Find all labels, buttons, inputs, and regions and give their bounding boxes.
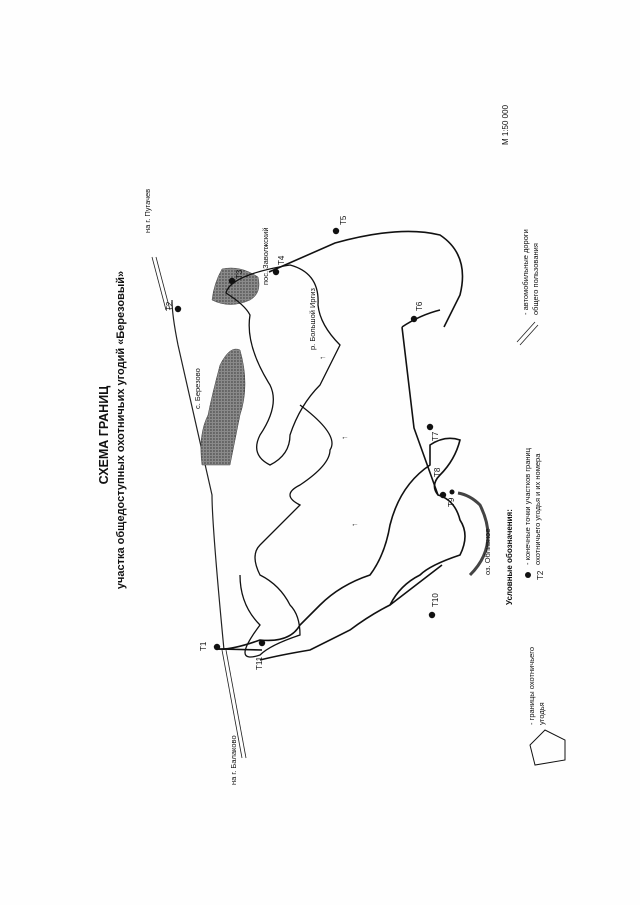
- hunting-ground-boundary: [218, 438, 465, 660]
- label-lake: оз. Обливное: [483, 528, 492, 575]
- road-main: [172, 300, 224, 650]
- flow-arrow-3: ↑: [350, 523, 359, 527]
- label-balakovo: на г. Балаково: [229, 735, 238, 785]
- legend-points-text1: - конечные точки участков границ: [523, 447, 532, 565]
- legend-point-sample: Т2: [536, 570, 545, 580]
- point-t9: [447, 490, 456, 508]
- legend-boundary-text2: угодья: [537, 702, 546, 725]
- settlement-berezovo: [201, 349, 245, 465]
- legend-point-symbol: [525, 572, 531, 578]
- legend-title: Условные обозначения:: [505, 509, 514, 605]
- flow-arrow-2: ↑: [340, 436, 349, 440]
- legend-road-symbol: [517, 322, 538, 345]
- svg-text:Т11: Т11: [255, 656, 264, 670]
- svg-text:Т1: Т1: [199, 641, 208, 651]
- legend-points-text2: охотничьего угодья и их номера: [533, 453, 542, 565]
- boundary-east: [218, 310, 442, 650]
- svg-text:Т9: Т9: [447, 497, 456, 507]
- rotated-map-group: [97, 104, 565, 785]
- point-t4: [273, 255, 286, 275]
- legend-roads-text2: общего пользования: [531, 243, 540, 315]
- svg-text:Т10: Т10: [431, 593, 440, 607]
- svg-text:Т3: Т3: [235, 269, 244, 279]
- legend-boundary-symbol: [530, 730, 565, 765]
- svg-text:Т8: Т8: [433, 467, 442, 477]
- flow-arrow-1: ↑: [318, 356, 327, 360]
- point-t2: [165, 301, 181, 312]
- svg-text:Т4: Т4: [277, 255, 286, 265]
- map-subtitle: участка общедоступных охотничьих угодий «Березовый»: [115, 270, 127, 590]
- svg-text:Т7: Т7: [431, 431, 440, 441]
- map-scale: М 1:50 000: [501, 104, 510, 145]
- svg-text:Т5: Т5: [339, 215, 348, 225]
- river-bolshoy-irgiz: [226, 265, 340, 657]
- label-berezovo: с. Березово: [193, 368, 202, 409]
- legend-boundary-text1: - границы охотничьего: [527, 646, 536, 725]
- point-t5: [333, 215, 348, 234]
- point-t10: [429, 593, 440, 619]
- label-river: р. Большой Иргиз: [308, 288, 317, 350]
- label-zavolzhsky: пос. Заволжский: [261, 227, 270, 285]
- map-title: СХЕМА ГРАНИЦ: [97, 385, 111, 485]
- svg-text:Т6: Т6: [415, 301, 424, 311]
- legend-roads-text1: - автомобильные дороги: [521, 229, 530, 315]
- point-t1: [199, 641, 220, 651]
- svg-text:Т2: Т2: [165, 301, 174, 311]
- point-t7: [427, 424, 440, 441]
- label-pugachev: на г. Пугачев: [143, 188, 152, 233]
